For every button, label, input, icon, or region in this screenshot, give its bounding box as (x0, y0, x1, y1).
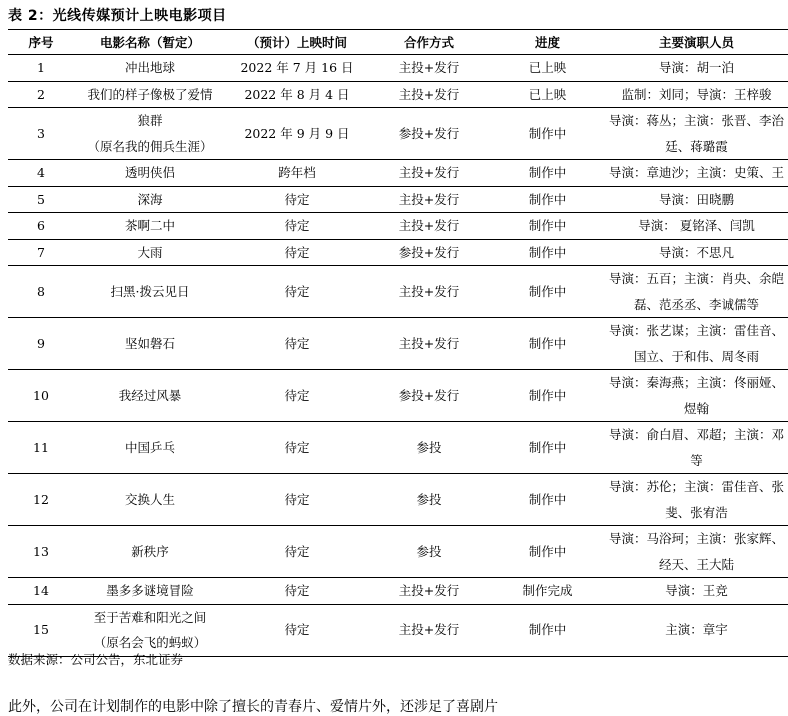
cell-main-staff (605, 318, 788, 370)
cell-main-staff (605, 108, 788, 160)
cell-main-staff-line: 导演：章迪沙；主演：史策、王 (608, 165, 784, 180)
cell-cooperation-mode: 主投+发行 (368, 318, 490, 370)
cell-film-name-line: （原名我的佣兵生涯） (87, 138, 213, 154)
cell-film-name (74, 213, 226, 240)
cell-progress: 制作中 (490, 604, 605, 656)
cell-film-name (74, 239, 226, 266)
cell-cooperation-mode: 主投+发行 (368, 604, 490, 656)
table-row (8, 422, 788, 474)
table-row (8, 578, 788, 605)
cell-release-date: 待定 (226, 474, 368, 526)
cell-progress: 制作中 (490, 474, 605, 526)
table-header-row (8, 30, 788, 55)
cell-main-staff-line: 导演：苏伦；主演：雷佳音、张 (608, 479, 784, 494)
cell-no: 11 (8, 422, 74, 474)
cell-film-name-line: 狼群 (137, 113, 163, 128)
cell-no: 7 (8, 239, 74, 266)
cell-cooperation-mode: 参投+发行 (368, 239, 490, 266)
table-body (8, 55, 788, 657)
cell-main-staff (605, 370, 788, 422)
table-row (8, 318, 788, 370)
cell-no: 10 (8, 370, 74, 422)
cell-film-name (74, 318, 226, 370)
cell-no: 15 (8, 604, 74, 656)
cell-release-date: 待定 (226, 213, 368, 240)
cell-film-name-line: 新秩序 (131, 543, 169, 559)
cell-progress: 已上映 (490, 55, 605, 82)
cell-main-staff-line: 导演：俞白眉、邓超；主演：邓 (608, 427, 784, 442)
cell-cooperation-mode: 参投 (368, 526, 490, 578)
cell-main-staff-line: 国立、于和伟、周冬雨 (633, 348, 759, 364)
cell-film-name-line: 中国乒乓 (124, 439, 175, 455)
cell-film-name-line: 冲出地球 (124, 60, 175, 75)
cell-main-staff (605, 266, 788, 318)
cell-main-staff (605, 239, 788, 266)
cell-film-name-line: 透明侠侣 (124, 165, 175, 180)
cell-no: 6 (8, 213, 74, 240)
cell-main-staff (605, 604, 788, 656)
cell-release-date: 2022 年 8 月 4 日 (226, 81, 368, 108)
cell-film-name-line: 墨多多谜境冒险 (106, 583, 194, 598)
table-row (8, 81, 788, 108)
header-main-staff: 主要演职人员 (605, 30, 788, 55)
table-row (8, 160, 788, 187)
cell-main-staff-line: 磊、范丞丞、李诚儒等 (633, 296, 759, 312)
cell-film-name (74, 604, 226, 656)
cell-main-staff (605, 213, 788, 240)
cell-progress: 制作完成 (490, 578, 605, 605)
cell-film-name (74, 474, 226, 526)
cell-progress: 制作中 (490, 370, 605, 422)
cell-no: 8 (8, 266, 74, 318)
cell-film-name (74, 578, 226, 605)
cell-film-name (74, 186, 226, 213)
cell-no: 5 (8, 186, 74, 213)
cell-progress: 制作中 (490, 239, 605, 266)
cell-film-name-line: 茶啊二中 (124, 218, 175, 233)
table-row (8, 108, 788, 160)
cell-film-name (74, 422, 226, 474)
cell-film-name (74, 108, 226, 160)
cell-progress: 制作中 (490, 318, 605, 370)
table-row (8, 370, 788, 422)
cell-film-name-line: 至于苦难和阳光之间 (93, 609, 207, 625)
cell-main-staff-line: 主演：章宇 (665, 622, 728, 638)
cell-main-staff (605, 422, 788, 474)
cell-main-staff-line: 导演：田晓鹏 (658, 191, 734, 207)
cell-main-staff-line: 导演：秦海燕；主演：佟丽娅、 (608, 375, 784, 390)
cell-release-date: 待定 (226, 370, 368, 422)
cell-main-staff-line: 导演： 夏铭泽、闫凯 (638, 218, 755, 233)
cell-cooperation-mode: 主投+发行 (368, 266, 490, 318)
cell-cooperation-mode: 主投+发行 (368, 160, 490, 187)
cell-no: 9 (8, 318, 74, 370)
cell-release-date: 待定 (226, 422, 368, 474)
cell-release-date: 待定 (226, 604, 368, 656)
cell-progress: 已上映 (490, 81, 605, 108)
table-row (8, 55, 788, 82)
cell-main-staff-line: 导演：张艺谋；主演：雷佳音、 (608, 323, 784, 338)
cell-main-staff (605, 186, 788, 213)
cell-main-staff-line: 导演：蒋丛；主演：张晋、李治 (608, 113, 784, 128)
cell-release-date: 2022 年 9 月 9 日 (226, 108, 368, 160)
cell-main-staff (605, 474, 788, 526)
cell-main-staff (605, 160, 788, 187)
header-film-name: 电影名称（暂定） (74, 30, 226, 55)
cell-main-staff-line: 导演：五百；主演：肖央、余皑 (608, 271, 784, 286)
table-row (8, 239, 788, 266)
cell-main-staff (605, 526, 788, 578)
cell-main-staff-line: 导演：不思凡 (658, 244, 734, 260)
cell-progress: 制作中 (490, 266, 605, 318)
cell-progress: 制作中 (490, 108, 605, 160)
cell-cooperation-mode: 主投+发行 (368, 81, 490, 108)
cell-progress: 制作中 (490, 526, 605, 578)
table-row (8, 526, 788, 578)
cell-film-name-line: 深海 (137, 191, 163, 207)
header-cooperation-mode: 合作方式 (368, 30, 490, 55)
cell-progress: 制作中 (490, 160, 605, 187)
cell-film-name-line: 我们的样子像极了爱情 (87, 86, 213, 102)
cell-no: 4 (8, 160, 74, 187)
cell-release-date: 待定 (226, 239, 368, 266)
cell-main-staff-line: 导演：马浴珂；主演：张家辉、 (608, 531, 784, 546)
cell-release-date: 待定 (226, 318, 368, 370)
cell-cooperation-mode: 参投 (368, 422, 490, 474)
cell-cooperation-mode: 主投+发行 (368, 213, 490, 240)
header-release-date: （预计）上映时间 (226, 30, 368, 55)
cell-main-staff-line: 导演：胡一泊 (658, 60, 734, 75)
cell-progress: 制作中 (490, 422, 605, 474)
header-no: 序号 (8, 30, 74, 55)
cell-film-name-line: （原名会飞的蚂蚁） (93, 635, 207, 650)
cell-cooperation-mode: 参投+发行 (368, 108, 490, 160)
cell-release-date: 待定 (226, 578, 368, 605)
table-row (8, 604, 788, 656)
cell-cooperation-mode: 参投 (368, 474, 490, 526)
cell-no: 1 (8, 55, 74, 82)
cell-film-name-line: 我经过风暴 (118, 387, 182, 403)
body-text: 此外，公司在计划制作的电影中除了擅长的青春片、爱情片外，还涉足了喜剧片 (8, 699, 498, 715)
cell-film-name (74, 81, 226, 108)
cell-main-staff-line: 经天、王大陆 (658, 556, 734, 572)
cell-main-staff-line: 等 (690, 452, 703, 468)
cell-main-staff-line: 廷、蒋璐霞 (665, 138, 728, 154)
cell-release-date: 2022 年 7 月 16 日 (226, 55, 368, 82)
cell-film-name (74, 370, 226, 422)
table-caption: 表 2：光线传媒预计上映电影项目 (8, 8, 227, 24)
cell-film-name-line: 大雨 (137, 244, 163, 260)
cell-cooperation-mode: 主投+发行 (368, 578, 490, 605)
cell-film-name-line: 交换人生 (124, 491, 175, 507)
cell-cooperation-mode: 主投+发行 (368, 55, 490, 82)
cell-cooperation-mode: 参投+发行 (368, 370, 490, 422)
cell-film-name (74, 526, 226, 578)
cell-no: 13 (8, 526, 74, 578)
header-progress: 进度 (490, 30, 605, 55)
film-projects-table (8, 29, 788, 657)
cell-main-staff (605, 81, 788, 108)
cell-no: 12 (8, 474, 74, 526)
cell-release-date: 待定 (226, 186, 368, 213)
cell-main-staff (605, 578, 788, 605)
cell-release-date: 待定 (226, 266, 368, 318)
cell-film-name (74, 266, 226, 318)
cell-no: 3 (8, 108, 74, 160)
cell-main-staff (605, 55, 788, 82)
cell-no: 2 (8, 81, 74, 108)
cell-film-name (74, 55, 226, 82)
cell-cooperation-mode: 主投+发行 (368, 186, 490, 213)
cell-film-name (74, 160, 226, 187)
cell-release-date: 待定 (226, 526, 368, 578)
table-row (8, 474, 788, 526)
cell-main-staff-line: 监制：刘同；导演：王梓骏 (621, 86, 772, 102)
cell-film-name-line: 坚如磐石 (124, 335, 175, 351)
cell-main-staff-line: 煜翰 (683, 400, 709, 416)
table-row (8, 213, 788, 240)
cell-progress: 制作中 (490, 186, 605, 213)
cell-film-name-line: 扫黑·拨云见日 (110, 283, 190, 299)
cell-progress: 制作中 (490, 213, 605, 240)
cell-no: 14 (8, 578, 74, 605)
data-source-note: 数据来源：公司公告，东北证券 (8, 652, 184, 667)
table-row (8, 186, 788, 213)
table-row (8, 266, 788, 318)
cell-main-staff-line: 斐、张宥浩 (665, 504, 728, 520)
cell-main-staff-line: 导演：王竞 (665, 583, 728, 598)
cell-release-date: 跨年档 (226, 160, 368, 187)
